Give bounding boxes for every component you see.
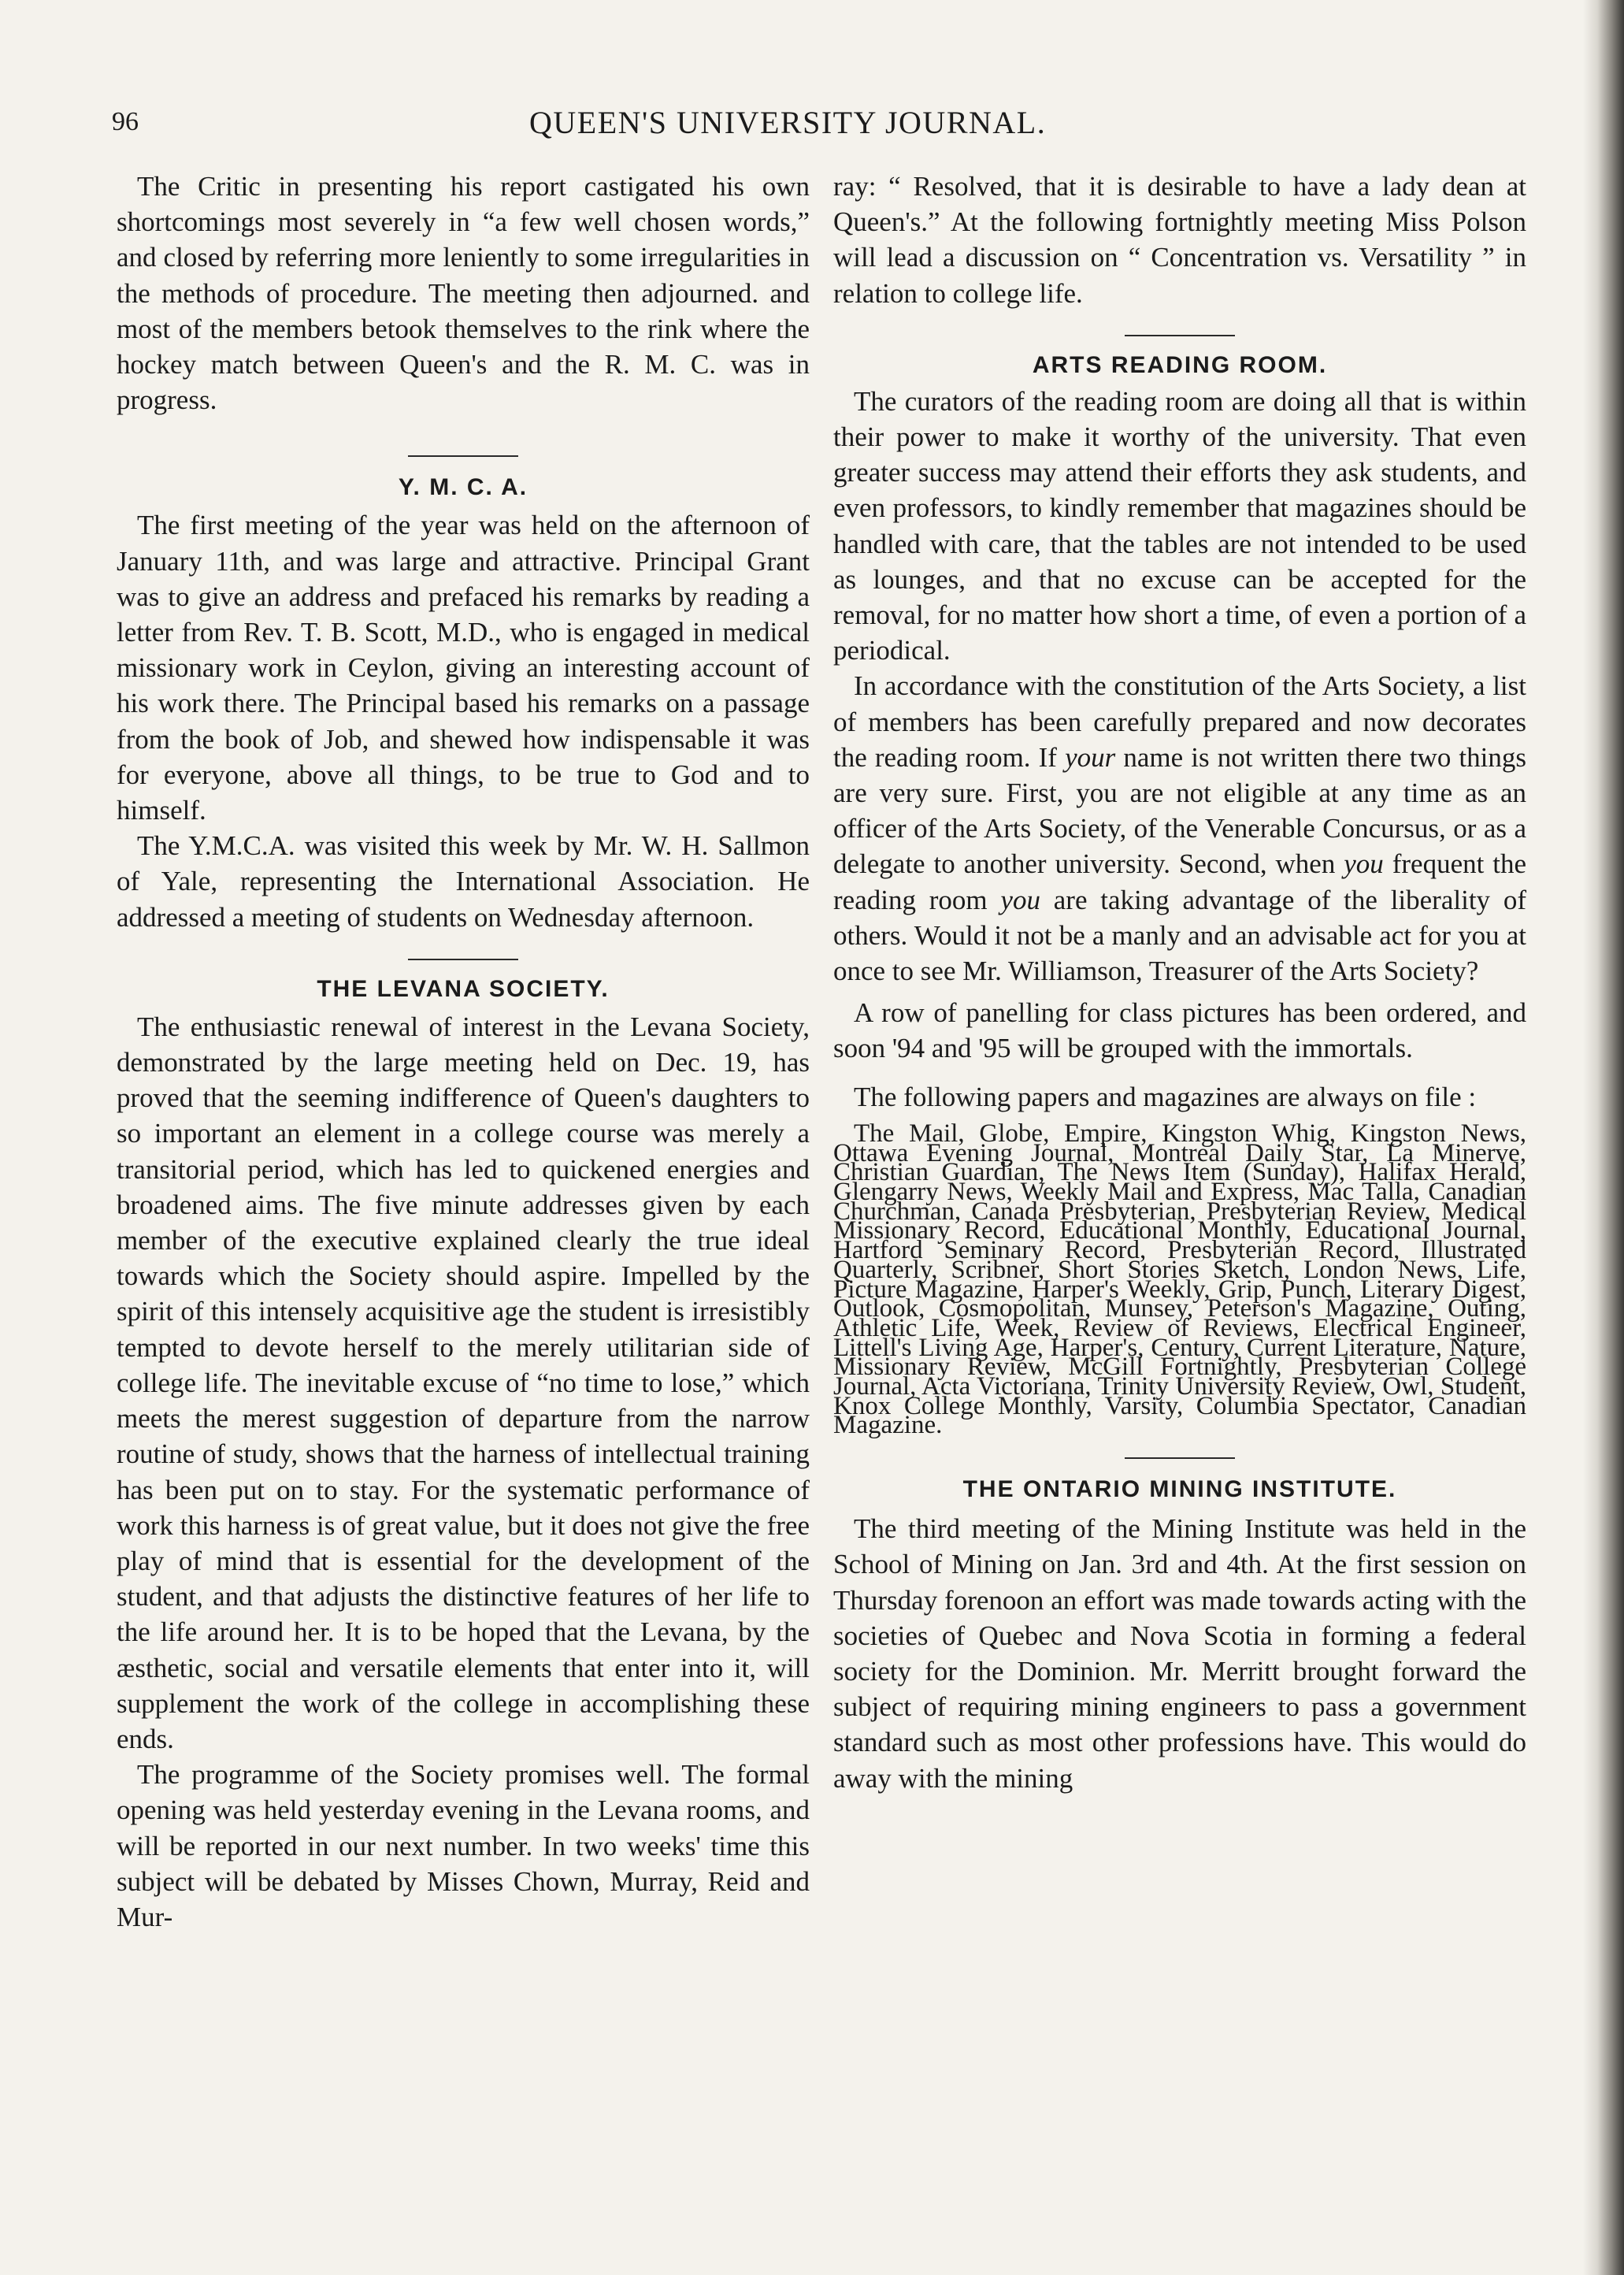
page-edge-shadow: [1583, 0, 1624, 2275]
page-number: 96: [112, 107, 139, 136]
critic-paragraph: The Critic in presenting his report castigated his own shortcomings most severely in “a few well chosen words,” and closed by referring more leniently to some irregularities in the methods of procedure. The meeting then adjourned. and most of the members betook themselves to the rink where the hockey match between Queen's and the R. M. C. was in progress.: [117, 171, 810, 416]
papers-list: The Mail, Globe, Empire, Kingston Whig, Kingston News, Ottawa Evening Journal, Montreal Daily Star, La Minerve, Christian Guardian, The News Item (Sunday), Halifax Herald, Glengarry News, Weekly Mail and Express, Mac Talla, Canadian Churchman, Canada Presbyterian, Presbyterian Review, Medical Missionary Record, Educational Monthly, Educational Journal, Hartford Seminary Record, Presbyterian Record, Illustrated Quarterly, Scribner, Short Stories Sketch, London News, Life, Picture Magazine, Harper's Weekly, Grip, Punch, Literary Digest, Outlook, Cosmopolitan, Munsey, Peterson's Magazine, Outing, Athletic Life, Week, Review of Reviews, Electrical Engineer, Littell's Living Age, Harper's, Century, Current Literature, Nature, Missionary Review, McGill Fortnightly, Presbyterian College Journal, Acta Victoriana, Trinity University Review, Owl, Student, Knox College Monthly, Varsity, Columbia Spectator, Canadian Magazine.: [833, 1119, 1526, 1440]
arts-text: name is not written there two things are very sure. First, you are not eligible at any time as an officer of the Arts Society, of the Venerable Concursus, or as a delegate to another university. Second, when: [833, 741, 1526, 880]
heading-ymca: Y. M. C. A.: [398, 474, 528, 501]
mining-paragraph: The third meeting of the Mining Institute was held in the School of Mining on Jan. 3rd and 4th. At the first session on Thursday forenoon an effort was made towards acting with the societies of Quebec and Nova Scotia in forming a federal society for the Dominion. Mr. Merritt brought forward the subject of requiring mining engineers to pass a government standard such as most other professions have. This would do away with the mining: [833, 1513, 1526, 1794]
arts-italic-you: you: [1000, 884, 1040, 915]
continued-paragraph: ray: “ Resolved, that it is desirable to have a lady dean at Queen's.” At the following fortnightly meeting Miss Polson will lead a discussion on “ Concentration vs. Versatility ” in relation to college life.: [833, 171, 1526, 309]
arts-text: frequent the reading room: [833, 848, 1526, 915]
arts-text: are taking advantage of the liberality of others. Would it not be a manly and an advisable act for you at once to see Mr. Williamson, Treasurer of the Arts Society?: [833, 884, 1526, 987]
section-rule: [408, 455, 518, 457]
left-column: [117, 169, 810, 1935]
heading-arts-reading-room: ARTS READING ROOM.: [1032, 351, 1328, 378]
ymca-paragraph-2: The Y.M.C.A. was visited this week by Mr. W. H. Sallmon of Yale, representing the International Association. He addressed a meeting of students on Wednesday afternoon.: [117, 830, 810, 933]
running-head: QUEEN'S UNIVERSITY JOURNAL.: [529, 105, 1047, 140]
arts-paragraph-1: The curators of the reading room are doing all that is within their power to make it worthy of the university. That even greater success may attend their efforts they ask students, and even professors, to kindly remember that magazines should be handled with care, that the tables are not intended to be used as lounges, and that no excuse can be accepted for the removal, for no matter how short a time, of even a portion of a periodical.: [833, 385, 1526, 666]
section-rule: [408, 959, 518, 960]
heading-levana-society: THE LEVANA SOCIETY.: [317, 975, 610, 1002]
arts-paragraph-3: A row of panelling for class pictures has been ordered, and soon '94 and '95 will be grouped with the immortals.: [833, 997, 1526, 1064]
levana-paragraph-2: The programme of the Society promises well. The formal opening was held yesterday evening in the Levana rooms, and will be reported in our next number. In two weeks' time this subject will be debated by Misses Chown, Murray, Reid and Mur-: [117, 1759, 810, 1932]
right-column: [833, 169, 1526, 1796]
arts-italic-you: you: [1344, 848, 1384, 880]
arts-italic-your: your: [1065, 741, 1116, 773]
ymca-paragraph-1: The first meeting of the year was held on the afternoon of January 11th, and was large and attractive. Principal Grant was to give an address and prefaced his remarks by reading a letter from Rev. T. B. Scott, M.D., who is engaged in medical missionary work in Ceylon, giving an interesting account of his work there. The Principal based his remarks on a passage from the book of Job, and shewed how indispensable it was for everyone, above all things, to be true to God and to himself.: [117, 510, 810, 826]
section-rule: [1125, 335, 1235, 336]
section-rule: [1125, 1457, 1235, 1459]
heading-ontario-mining-institute: THE ONTARIO MINING INSTITUTE.: [962, 1476, 1397, 1503]
page-header: [0, 101, 1624, 148]
arts-paragraph-2: [833, 668, 1526, 989]
arts-paragraph-4: The following papers and magazines are always on file :: [854, 1081, 1477, 1112]
arts-text: In accordance with the constitution of the Arts Society, a list of members has been carefully prepared and now decorates the reading room. If: [833, 670, 1526, 773]
levana-paragraph-1: The enthusiastic renewal of interest in the Levana Society, demonstrated by the large meeting held on Dec. 19, has proved that the seeming indifference of Queen's daughters to so important an element in a college course was merely a transitorial period, which has led to quickened energies and broadened aims. The five minute addresses given by each member of the executive explained clearly the true ideal towards which the Society should aspire. Impelled by the spirit of this intensely acquisitive age the student is irresistibly tempted to devote herself to the merely utilitarian side of college life. The inevitable excuse of “no time to lose,” which meets the merest suggestion of departure from the narrow routine of study, shows that the harness of intellectual training has been put on to stay. For the systematic performance of work this harness is of great value, but it does not give the free play of mind that is essential for the development of the student, and that adjusts the distinctive features of her life to the life around her. It is to be hoped that the Levana, by the æsthetic, social and versatile elements that enter into it, will supplement the work of the college in accomplishing these ends.: [117, 1011, 810, 1754]
